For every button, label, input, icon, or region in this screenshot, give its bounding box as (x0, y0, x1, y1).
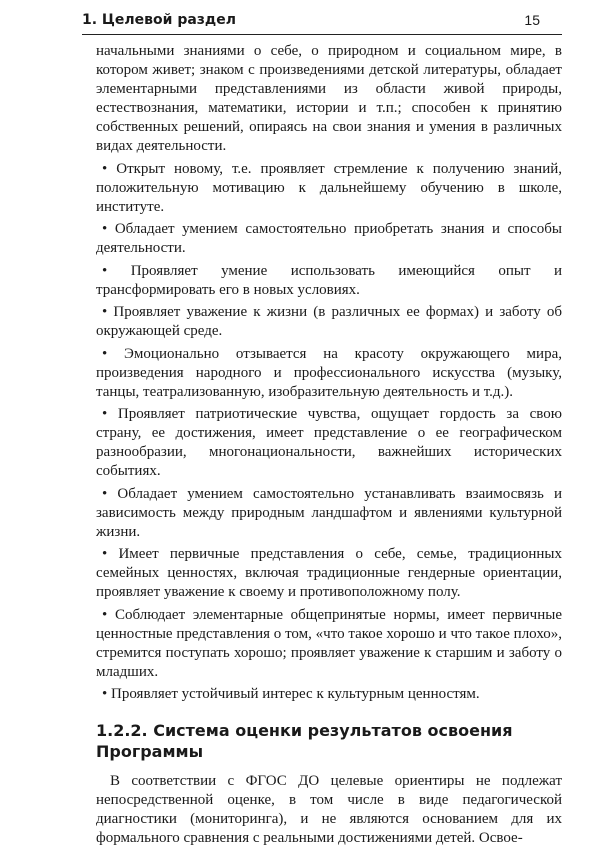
bullet-item: • Имеет первичные представления о себе, семье, традиционных семейных ценностях, включая традиционные гендерные ориентации, проявляет уважение к своему и противоположному полу. (96, 546, 562, 600)
page-number: 15 (524, 12, 540, 28)
bullet-item: • Обладает умением самостоятельно приобретать знания и способы деятельности. (96, 221, 562, 256)
bullet-item: • Проявляет патриотические чувства, ощущает гордость за свою страну, ее достижения, имеет представление о ее географическом разнообразии, многонациональности, важнейших исторических событиях. (96, 406, 562, 479)
bullet-item: • Проявляет умение использовать имеющийся опыт и трансформировать его в новых условиях. (96, 262, 562, 298)
page-body (96, 42, 562, 848)
running-header (82, 8, 562, 35)
bullet-item: • Проявляет уважение к жизни (в различных ее формах) и заботу об окружающей среде. (96, 304, 562, 339)
section-heading: 1.2.2. Система оценки результатов освоения Программы (96, 721, 513, 761)
bullet-item: • Обладает умением самостоятельно устанавливать взаимосвязь и зависимость между природным ландшафтом и явлениями культурной жизни. (96, 485, 562, 540)
bullet-item: • Проявляет устойчивый интерес к культурным ценностям. (102, 686, 480, 702)
section-intro-paragraph: В соответствии с ФГОС ДО целевые ориентиры не подлежат непосредственной оценке, в том числе в виде педагогической диагностики (мониторинга), и не являются основанием для их формального сравнения с реальными достижениями детей. Освое- (96, 773, 562, 846)
paragraph-continuation: начальными знаниями о себе, о природном и социальном мире, в котором живет; знаком с произведениями детской литературы, обладает элементарными представлениями из области живой природы, естествознания, математики, истории и т.п.; способен к принятию собственных решений, опираясь на свои знания и умения в различных видах деятельности. (96, 43, 562, 154)
bullet-item: • Эмоционально отзывается на красоту окружающего мира, произведения народного и профессионального искусства (музыку, танцы, театрализованную, изобразительную деятельность и т.д.). (96, 345, 562, 400)
header-section-title: 1. Целевой раздел (82, 12, 236, 28)
bullet-item: • Открыт новому, т.е. проявляет стремление к получению знаний, положительную мотивацию к дальнейшему обучению в школе, институте. (96, 160, 562, 215)
bullet-item: • Соблюдает элементарные общепринятые нормы, имеет первичные ценностные представления о том, «что такое хорошо и что такое плохо», стремится поступать хорошо; проявляет уважение к старшим и заботу о младших. (96, 606, 562, 680)
